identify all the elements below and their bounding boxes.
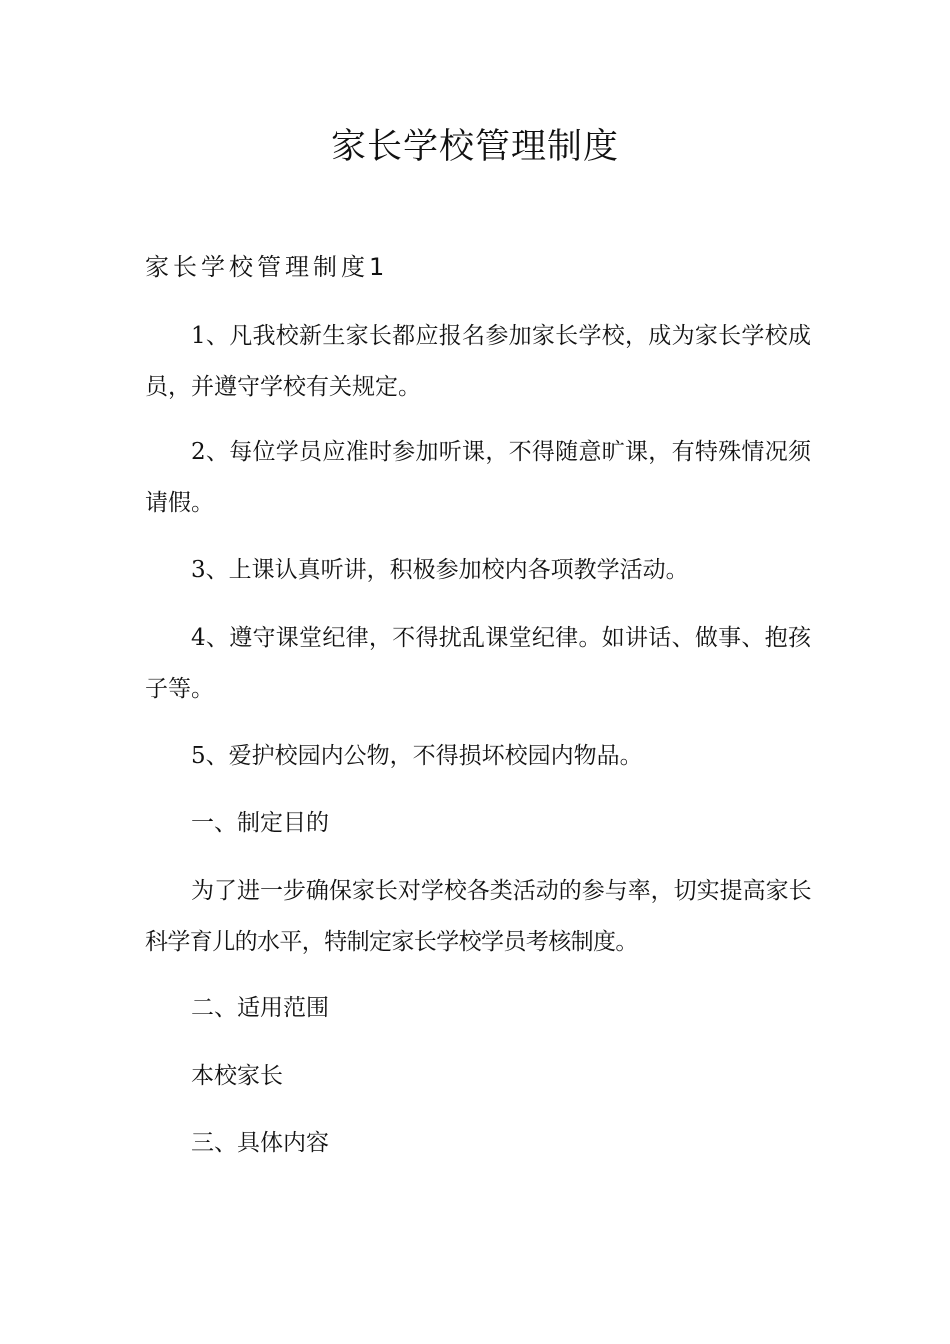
- paragraph-scope-text: 本校家长: [191, 1063, 283, 1089]
- paragraph-heading-content: 三、具体内容: [191, 1130, 329, 1156]
- section-heading: 家长学校管理制度1: [145, 253, 389, 281]
- paragraph-rule-5: 5、爱护校园内公物，不得损坏校园内物品。: [191, 743, 643, 769]
- paragraph-rule-4: 4、遵守课堂纪律，不得扰乱课堂纪律。如讲话、做事、抱孩子等。: [145, 625, 811, 702]
- paragraph-rule-3: 3、上课认真听讲，积极参加校内各项教学活动。: [191, 557, 689, 583]
- paragraph-heading-scope: 二、适用范围: [191, 995, 329, 1021]
- paragraph-rule-2: 2、每位学员应准时参加听课，不得随意旷课，有特殊情况须请假。: [145, 439, 811, 516]
- paragraph-heading-purpose: 一、制定目的: [191, 810, 329, 836]
- document-title: 家长学校管理制度: [330, 127, 619, 167]
- paragraph-purpose-text: 为了进一步确保家长对学校各类活动的参与率，切实提高家长科学育儿的水平，特制定家长学校学员考核制度。: [145, 878, 811, 955]
- paragraph-rule-1: 1、凡我校新生家长都应报名参加家长学校，成为家长学校成员，并遵守学校有关规定。: [145, 323, 811, 400]
